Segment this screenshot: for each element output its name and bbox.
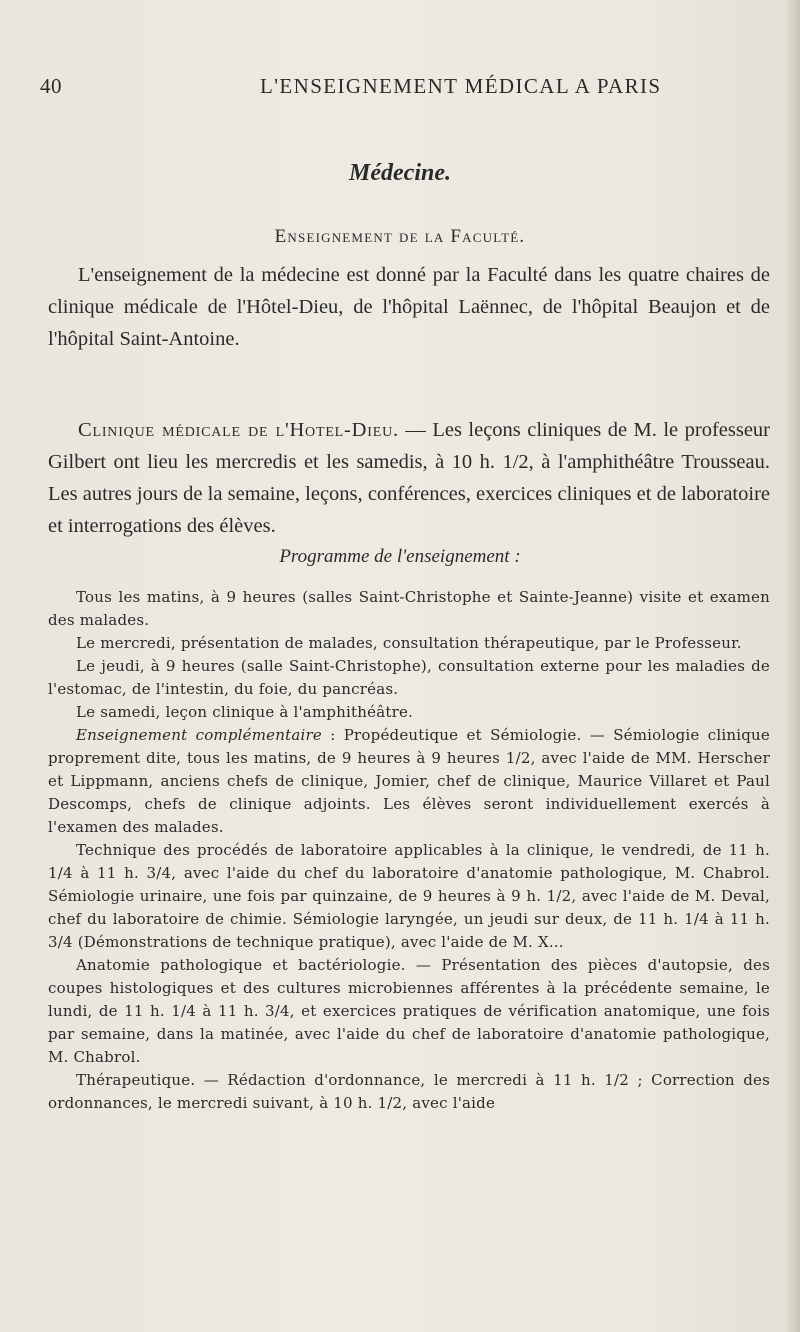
program-item-complementaire bbox=[48, 724, 770, 839]
program-item-mercredi: Le mercredi, présentation de malades, consultation thérapeutique, par le Professeur. bbox=[76, 634, 742, 652]
clinique-lead: Clinique médicale de l'Hotel-Dieu. bbox=[78, 419, 399, 441]
program-item-technique: Technique des procédés de laboratoire applicables à la clinique, le vendredi, de 11 h. 1/4 à 11 h. 3/4, avec l'aide du chef du laboratoire d'anatomie pathologique, M. Chabrol. Sémiologie urinaire, une fois par quinzaine, de 9 heures à 9 h. 1/2, avec l'aide de M. Deval, chef du laboratoire de chimie. Sémiologie laryngée, un jeudi sur deux, de 11 h. 1/4 à 11 h. 3/4 (Démonstrations de technique pratique), avec l'aide de M. X... bbox=[48, 841, 770, 951]
complementaire-label: Enseignement complémentaire bbox=[76, 726, 322, 744]
clinique-text: — Les leçons cliniques de M. le professeur Gilbert ont lieu les mercredis et les samedis, à 10 h. 1/2, à l'amphithéâtre Trousseau. Les autres jours de la semaine, leçons, conférences, exercices cliniques et de laboratoire et interrogations des élèves. bbox=[48, 419, 770, 537]
program-item-samedi: Le samedi, leçon clinique à l'amphithéâtre. bbox=[76, 703, 413, 721]
subheading: Enseignement de la Faculté. bbox=[274, 226, 526, 247]
program-item-therapeutique: Thérapeutique. — Rédaction d'ordonnance, le mercredi à 11 h. 1/2 ; Correction des ordonnances, le mercredi suivant, à 10 h. 1/2, avec l'aide bbox=[48, 1071, 770, 1112]
clinique-paragraph bbox=[48, 414, 770, 542]
page-number: 40 bbox=[40, 74, 62, 98]
complementaire-text: : Propédeutique et Sémiologie. — Sémiologie clinique proprement dite, tous les matins, de 9 heures à 9 heures 1/2, avec l'aide de MM. Herscher et Lippmann, anciens chefs de clinique, Jomier, chef de clinique, Maurice Villaret et Paul Descomps, chefs de clinique adjoints. Les élèves seront individuellement exercés à l'examen des malades. bbox=[48, 726, 770, 836]
program-item-jeudi: Le jeudi, à 9 heures (salle Saint-Christophe), consultation externe pour les maladies de l'estomac, de l'intestin, du foie, du pancréas. bbox=[48, 657, 770, 698]
page-header bbox=[0, 74, 800, 104]
program-item-matins: Tous les matins, à 9 heures (salles Saint-Christophe et Sainte-Jeanne) visite et examen des malades. bbox=[48, 588, 770, 629]
program-list bbox=[48, 586, 770, 1115]
page-edge-shadow bbox=[786, 0, 800, 1332]
running-head: L'ENSEIGNEMENT MÉDICAL A PARIS bbox=[260, 74, 662, 98]
program-title: Programme de l'enseignement : bbox=[279, 546, 521, 567]
program-item-anatomie: Anatomie pathologique et bactériologie. — Présentation des pièces d'autopsie, des coupes histologiques et des cultures microbiennes afférentes à la précédente semaine, le lundi, de 11 h. 1/4 à 11 h. 3/4, et exercices pratiques de vérification anatomique, une fois par semaine, dans la matinée, avec l'aide du chef de laboratoire d'anatomie pathologique, M. Chabrol. bbox=[48, 956, 770, 1066]
section-title: Médecine. bbox=[349, 160, 451, 186]
intro-paragraph: L'enseignement de la médecine est donné par la Faculté dans les quatre chaires de clinique médicale de l'Hôtel-Dieu, de l'hôpital Laënnec, de l'hôpital Beaujon et de l'hôpital Saint-Antoine. bbox=[48, 264, 770, 350]
